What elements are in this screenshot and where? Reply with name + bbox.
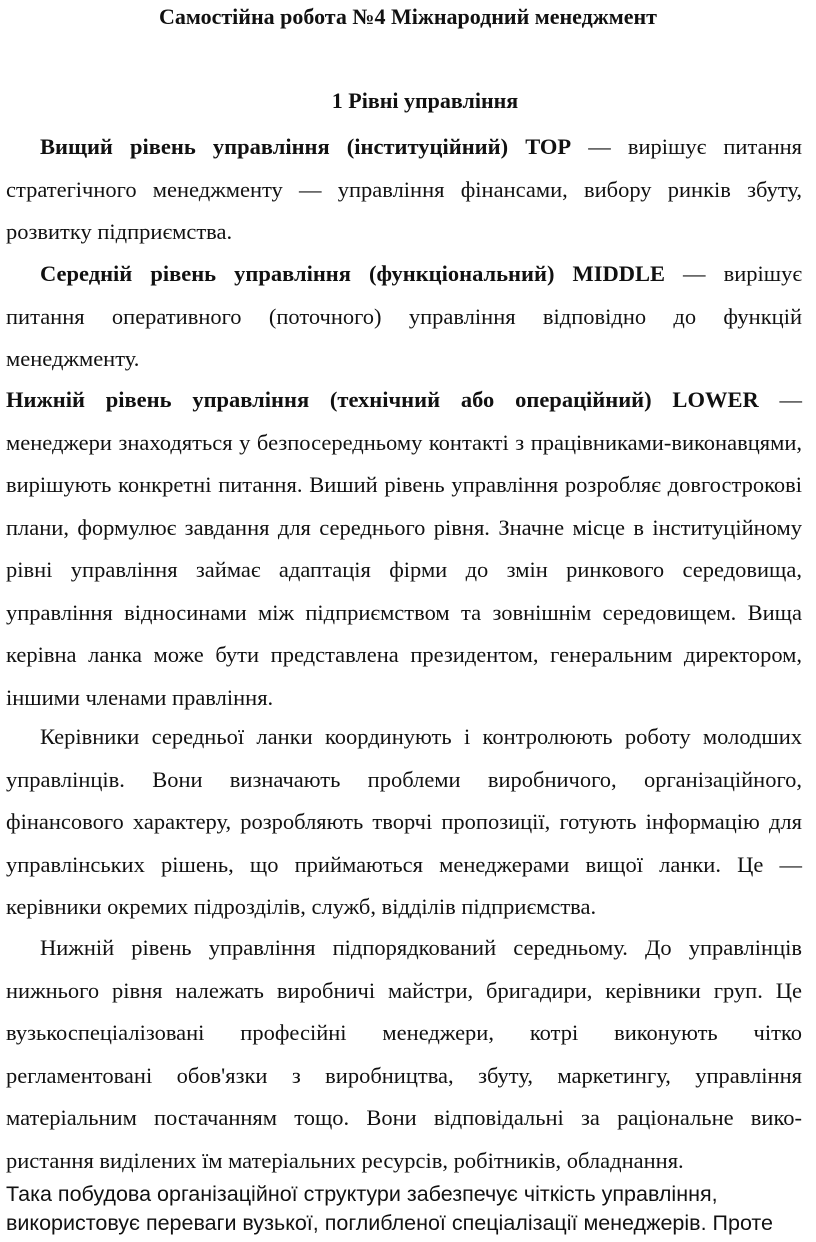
- paragraph-text: — менеджери знаходяться у безпосередньому контакті з працівниками-виконавцями, вирішують конкретні питання. Виший рівень управління розробляє довгострокові плани, формулює завдання для середнього рівня. Значне місце в інституційному рівні управління займає адаптація фірми до змін ринкового середовища, управління відносинами між підприємством та зовнішнім середовищем. Вища керівна ланка може бути представлена президентом, генеральним директором, іншими членами правління.: [6, 387, 803, 710]
- paragraph-top-level: [6, 126, 802, 254]
- paragraph-lead: Вищий рівень управління (інституційний) ТОР: [40, 134, 572, 159]
- document-title: Самостійна робота №4 Міжнародний менеджмент: [159, 4, 657, 29]
- paragraph-lower-managers: Нижній рівень управління підпорядкований середньому. До управлінців нижнього рівня належать виробничі майстри, бригадири, керівники груп. Це вузькоспеціалізовані професійні менеджери, котрі виконують чітко регламентовані обов'язки з виробництва, збуту, маркетингу, управління матеріальним постачанням тощо. Вони відповідальні за раціональне вико-ристання виділених їм матеріальних ресурсів, робітників, обладнання.: [6, 935, 802, 1173]
- paragraph-structure: Така побудова організаційної структури забезпечує чіткість управління, використовує переваги вузької, поглибленої спеціалізації менеджерів. Проте: [6, 1182, 773, 1235]
- section-heading: 1 Рівні управління: [331, 88, 519, 113]
- paragraph-middle-managers: Керівники середньої ланки координують і контролюють роботу молодших управлінців. Вони визначають проблеми виробничого, організаційного, фінансового характеру, розробляють творчі пропозиції, готують інформацію для управлінських рішень, що приймаються менеджерами вищої ланки. Це — керівники окремих підрозділів, служб, відділів підприємства.: [6, 724, 802, 919]
- paragraph-text: — вирішує питання оперативного (поточного) управління відповідно до функцій менеджменту.: [6, 261, 802, 371]
- paragraph-lower-level: [6, 379, 802, 719]
- paragraph-lead: Нижній рівень управління (технічний або операційний) LOWER: [6, 387, 759, 412]
- paragraph-text: — вирішує питання стратегічного менеджменту — управління фінансами, вибору ринків збуту, розвитку підприємства.: [6, 134, 802, 244]
- paragraph-middle-level: [6, 253, 802, 381]
- paragraph-lead: Середній рівень управління (функціональний) MIDDLE: [40, 261, 665, 286]
